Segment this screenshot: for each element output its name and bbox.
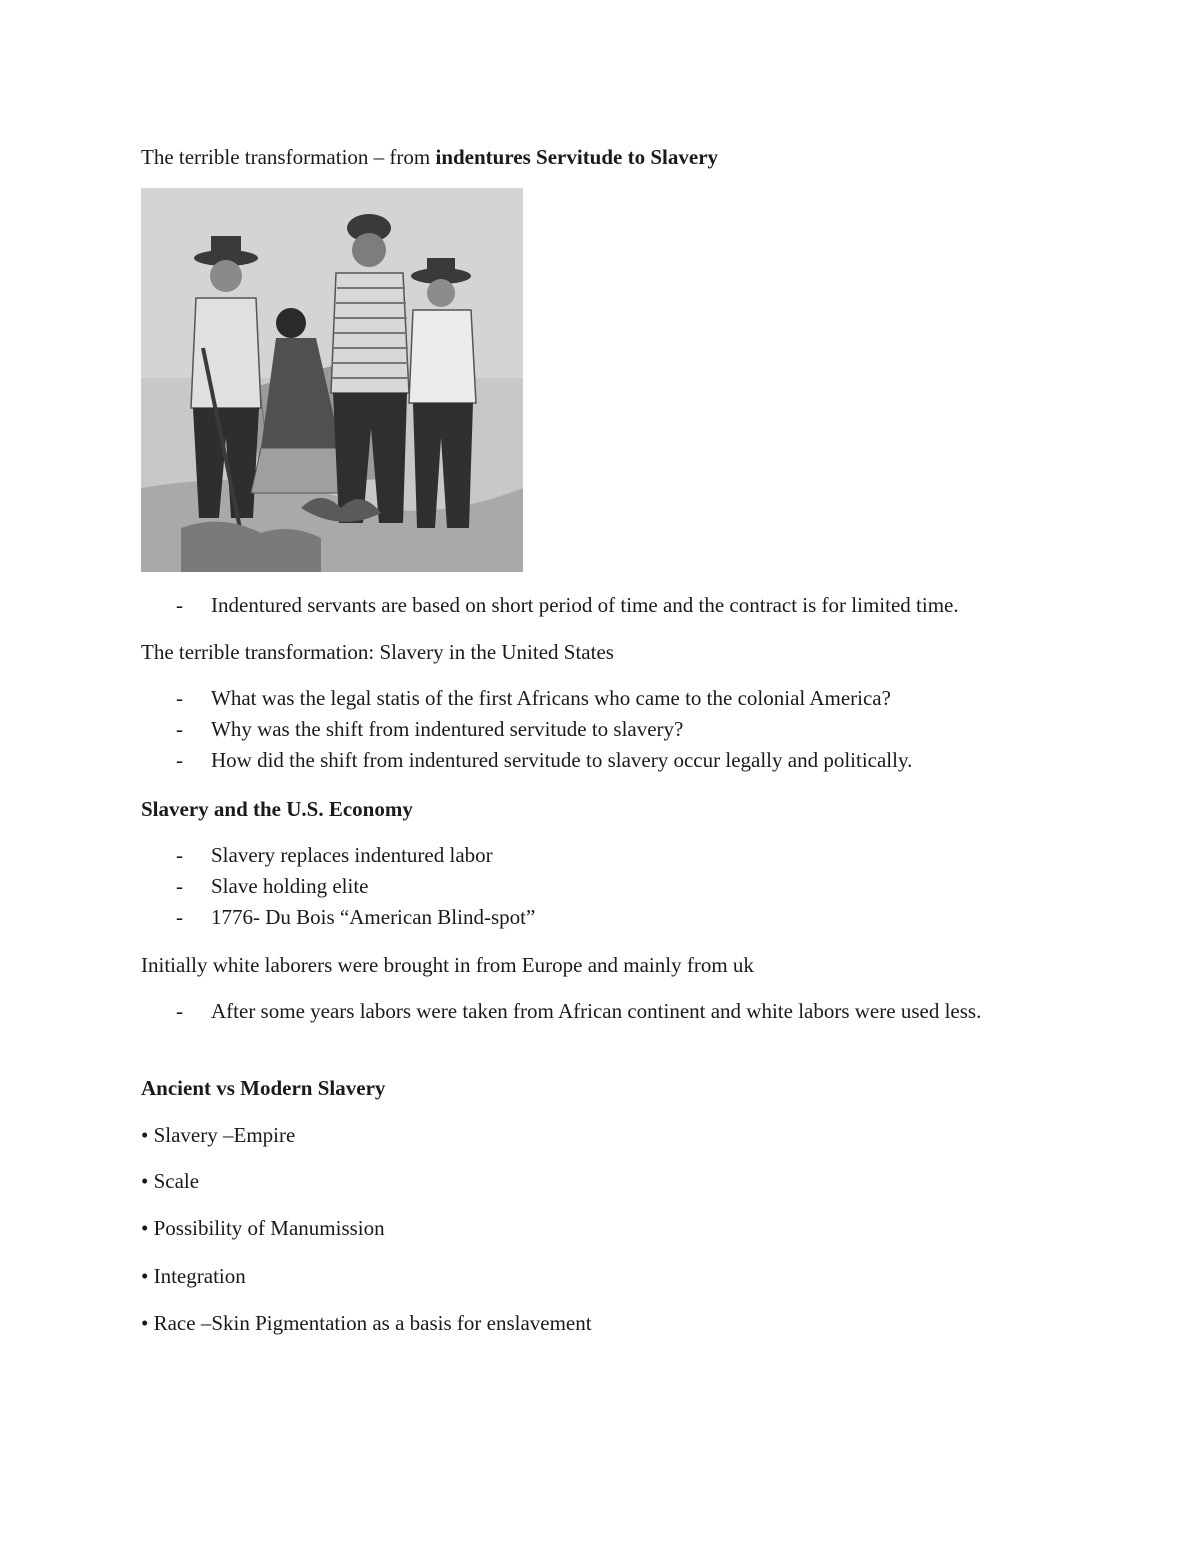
bullet-item: • Integration xyxy=(141,1264,246,1288)
paragraph-white-laborers: Initially white laborers were brought in from Europe and mainly from uk xyxy=(141,953,754,977)
heading-terrible-transformation: The terrible transformation – from indentures Servitude to Slavery xyxy=(141,145,719,169)
engraving-illustration xyxy=(141,188,523,572)
heading-ancient-modern: Ancient vs Modern Slavery xyxy=(141,1076,386,1100)
engraving-image xyxy=(141,188,523,572)
bullet-item: • Race –Skin Pigmentation as a basis for enslavement xyxy=(141,1311,592,1335)
document-page: The terrible transformation – from indentures Servitude to Slavery - Indentured servants are based on short period of time and the contract is for limited time. The terrible transformation: Slavery in the United States - What was the legal statis of the first Africans who came to the colonial America? - Why was the shift from indentured servitude to slavery? - How did the shift from indentured servitude to slavery occur legally and politically. Slavery and the U.S. Economy - Slavery replaces indentured labor - Slave holding elite - 1776- Du Bois “American Blind-spot” Initially white laborers were brought in from Europe and mainly from uk - After some years labors were taken from African continent and white labors were used less. Ancient vs Modern Slavery • Slavery –Empire • Scale • Possibility of Manumission • Integration • Race –Skin Pigmentation as a basis for enslavement xyxy=(0,0,1200,1553)
heading-slavery-united-states: The terrible transformation: Slavery in the United States xyxy=(141,640,614,664)
heading-slavery-economy: Slavery and the U.S. Economy xyxy=(141,797,413,821)
bullet-item: • Scale xyxy=(141,1169,200,1193)
bullet-item: • Slavery –Empire xyxy=(141,1123,296,1147)
bullet-item: • Possibility of Manumission xyxy=(141,1216,385,1240)
